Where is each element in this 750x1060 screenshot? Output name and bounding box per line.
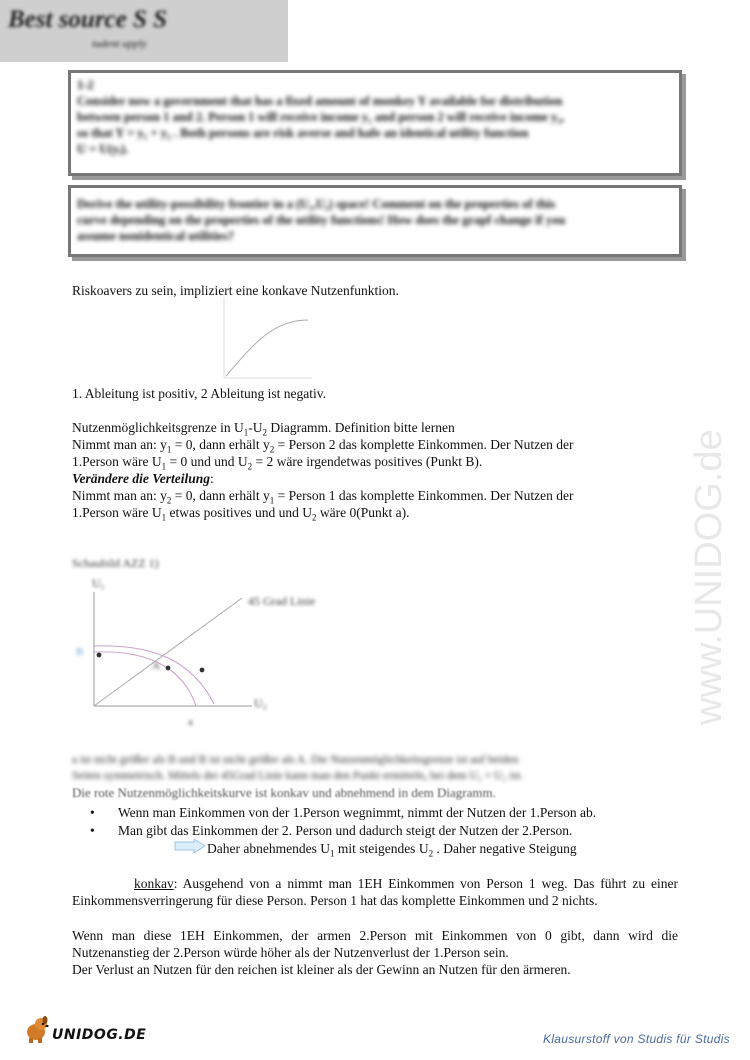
frontier-curve-1	[94, 646, 214, 704]
assumption-2-line: Nimmt man an: $y_2 = 0$, dann erhält $y_1$ = Person 1 das komplette Einkommen. Der Nutzen der	[72, 488, 574, 506]
konkav-paragraph-2: Wenn man diese 1EH Einkommen, der armen 2.Person mit Einkommen von 0 gibt, dann wird die Nutzenanstieg der 2.Person würde höher als der Nutzenverlust der 1.Person sein.	[72, 928, 678, 960]
change-distribution-heading: Verändere die Verteilung:	[72, 471, 214, 486]
diagram-caption: Schaubild AZZ 1)	[72, 556, 159, 570]
frontier-conclusion-line: Die rote Nutzenmöglichkeitskurve ist konkav und abnehmend in dem Diagramm.	[72, 785, 496, 800]
unidog-wordmark: UNIDOG.DE	[52, 1027, 147, 1043]
konkav-paragraph-3: Der Verlust an Nutzen für den reichen ist kleiner als der Gewinn an Nutzen für den ärmeren.	[72, 962, 571, 977]
point-b-label: B	[76, 646, 84, 658]
konkav-paragraph-1: konkav: Ausgehend von a nimmt man 1EH Einkommen von Person 1 weg. Das führt zu einer Einkommensverringerung für diese Person. Person 1 hat das komplette Einkommen und 2 nichts.	[72, 876, 678, 908]
point-b-marker	[97, 653, 102, 658]
blurred-paragraph	[72, 752, 692, 784]
header-logo	[0, 0, 288, 62]
question-1-line: Consider now a government that has a fixed amount of monkey Y available for distribution	[77, 94, 563, 108]
logo-sub-text: tudent upply	[92, 38, 147, 50]
frontier-curve-2	[94, 652, 196, 706]
point-a-label: A	[152, 660, 160, 672]
diagram-drawing	[72, 556, 372, 736]
question-1-line: 1-2	[77, 78, 94, 92]
arrow-icon	[174, 839, 206, 853]
y-axis-label: U₁	[92, 576, 105, 590]
x-axis-label: U₂	[254, 696, 267, 710]
frontier-line: Nutzenmöglichkeitsgrenze in $U_1-U_2$ Diagramm. Definition bitte lernen	[72, 420, 455, 438]
question-1-line: so that Y = y₁ + y₂ . Both persons are risk averse and hafe an identical utility function	[77, 126, 529, 140]
logo-main-text: Best source S S	[8, 6, 168, 33]
blurred-line: a ist nicht größer als B und B ist nicht größer als A. Die Nutzenmöglichkeitsgrenze ist auf beiden	[72, 754, 519, 766]
utility-possibility-diagram	[72, 556, 372, 736]
bullet-item: • Man gibt das Einkommen der 2. Person und dadurch steigt der Nutzen der 2.Person.	[90, 822, 596, 840]
question-2-line: assume nonidentical utilities?	[77, 229, 234, 243]
risk-averse-line: Riskoavers zu sein, impliziert eine konkave Nutzenfunktion.	[72, 283, 399, 298]
bullet-item: • Wenn man Einkommen von der 1.Person wegnimmt, nimmt der Nutzen der 1.Person ab.	[90, 804, 596, 822]
point-a-marker	[166, 666, 171, 671]
dog-icon	[22, 1014, 52, 1044]
concave-utility-sketch	[222, 296, 314, 380]
footer-tagline: Klausurstoff von Studis für Studis	[543, 1032, 730, 1046]
konkav-word: konkav	[134, 876, 174, 891]
watermark: www.UNIDOG.de	[688, 429, 730, 725]
assumption-1-line: Nimmt man an: $y_1 = 0$, dann erhält $y_2$ = Person 2 das komplette Einkommen. Der Nutzen der	[72, 437, 574, 455]
bullet-list	[90, 804, 596, 839]
unidog-logo	[22, 1014, 152, 1048]
derivative-line: 1. Ableitung ist positiv, 2 Ableitung ist negativ.	[72, 386, 326, 401]
line-45-label: 45 Grad Linie	[248, 594, 316, 608]
negative-slope-line: Daher abnehmendes $U_1$ mit steigendes $U_2$ . Daher negative Steigung	[207, 841, 577, 859]
utility-1-line: 1.Person wäre $U_1 = 0$ und und $U_2 = 2$ wäre irgendetwas positives (Punkt B).	[72, 454, 483, 472]
question-1-line: between person 1 and 2. Person 1 will receive income y₁ and person 2 will receive income y₂,	[77, 110, 565, 124]
question-box-1	[68, 70, 682, 176]
question-box-2	[68, 185, 682, 257]
blurred-line: Seiten symmetrisch. Mittels der 45Grad Linie kann man den Punkt ermitteln, bei dem U₁ = U₂ ist.	[72, 770, 524, 782]
question-2-line: Derive the utility-possibility frontier in a (U₁,U₂) space! Comment on the properties of this	[77, 197, 556, 211]
question-2-line: curve depending on the properties of the utility functions! How does the grapf change if you	[77, 213, 566, 227]
question-1-line: U = U(yᵢ).	[77, 142, 129, 156]
bottom-point-label: a	[188, 716, 193, 728]
utility-2-line: 1.Person wäre $U_1$ etwas positives und und $U_2$ wäre 0(Punkt a).	[72, 505, 410, 523]
point-right-marker	[200, 668, 205, 673]
